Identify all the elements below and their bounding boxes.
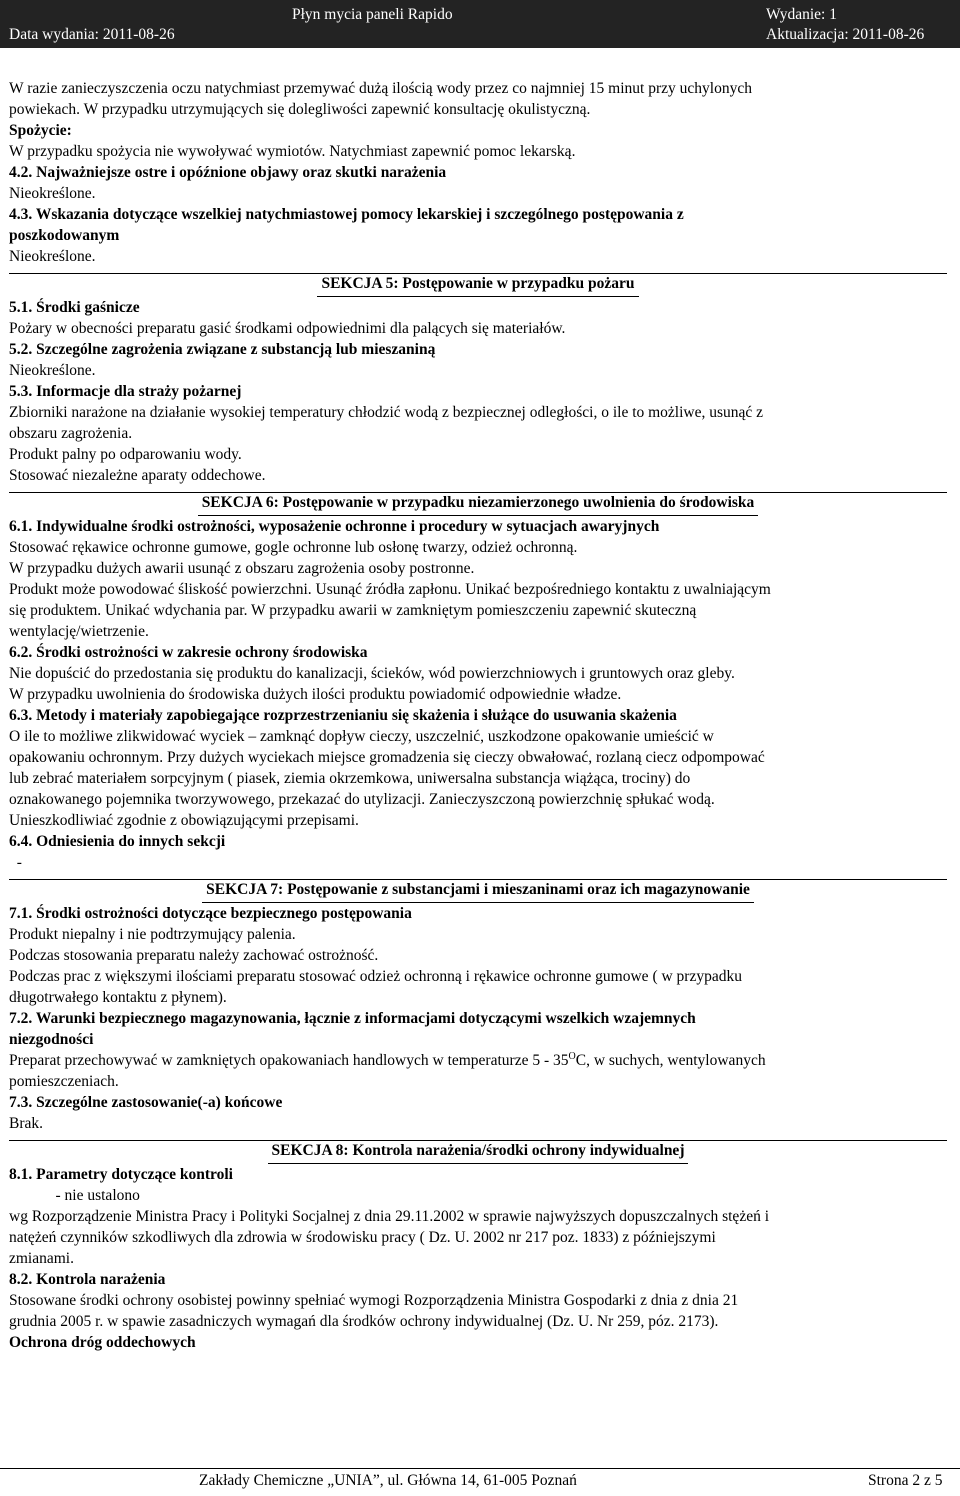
section-heading — [9, 273, 947, 297]
text-line — [9, 621, 947, 642]
document-header — [0, 0, 960, 48]
footer-page-number: Strona 2 z 5 — [868, 1472, 943, 1489]
subsection-heading — [9, 1269, 947, 1290]
line-text: Ochrona dróg oddechowych — [9, 1334, 196, 1351]
line-text: zmianami. — [9, 1250, 74, 1267]
text-line — [9, 987, 947, 1008]
subsection-heading — [9, 1008, 947, 1029]
text-line — [9, 768, 947, 789]
line-text: obszaru zagrożenia. — [9, 425, 133, 442]
text-line — [9, 966, 947, 987]
subsection-heading — [9, 297, 947, 318]
line-text: wg Rozporządzenie Ministra Pracy i Polityki Socjalnej z dnia 29.11.2002 w sprawie najwyższych dopuszczalnych stężeń i — [9, 1208, 770, 1225]
line-text: Stosowane środki ochrony osobistej powinny spełniać wymogi Rozporządzenia Ministra Gospodarki z dnia z dnia 21 — [9, 1292, 739, 1309]
line-text: Stosować niezależne aparaty oddechowe. — [9, 467, 266, 484]
subsection-heading — [9, 903, 947, 924]
line-text: wentylację/wietrzenie. — [9, 623, 149, 640]
text-line — [9, 558, 947, 579]
line-text: Brak. — [9, 1115, 44, 1132]
subsection-heading — [9, 516, 947, 537]
subsection-heading — [9, 381, 947, 402]
subsection-heading — [9, 642, 947, 663]
issue-date: Data wydania: 2011-08-26 — [9, 26, 175, 43]
line-text: 6.2. Środki ostrożności w zakresie ochrony środowiska — [9, 644, 368, 661]
line-text: - nie ustalono — [9, 1187, 140, 1204]
line-text: 6.4. Odniesienia do innych sekcji — [9, 833, 226, 850]
line-text: 6.1. Indywidualne środki ostrożności, wyposażenie ochronne i procedury w sytuacjach awaryjnych — [9, 518, 660, 535]
line-text: niezgodności — [9, 1031, 94, 1048]
line-text: Zbiorniki narażone na działanie wysokiej temperatury chłodzić wodą z bezpiecznej odległości, o ile to możliwe, usunąć z — [9, 404, 764, 421]
product-name: Płyn mycia paneli Rapido — [292, 6, 453, 23]
line-text: Spożycie: — [9, 122, 72, 139]
line-text: Podczas prac z większymi ilościami preparatu stosować odzież ochronną i rękawice ochronne gumowe ( w przypadku — [9, 968, 742, 985]
line-text: powiekach. W przypadku utrzymujących się dolegliwości zapewnić konsultację okulistyczną. — [9, 101, 591, 118]
section-heading-text: SEKCJA 6: Postępowanie w przypadku niezamierzonego uwolnienia do środowiska — [198, 492, 759, 516]
line-text: 8.2. Kontrola narażenia — [9, 1271, 166, 1288]
text-line — [9, 1248, 947, 1269]
subsection-heading — [9, 162, 947, 183]
line-text: 6.3. Metody i materiały zapobiegające rozprzestrzenianiu się skażenia i służące do usuwania skażenia — [9, 707, 677, 724]
line-text: Stosować rękawice ochronne gumowe, gogle ochronne lub osłonę twarzy, odzież ochronną. — [9, 539, 578, 556]
text-line — [9, 726, 947, 747]
text-line — [9, 600, 947, 621]
subsection-heading — [9, 204, 947, 225]
line-text: natężeń czynników szkodliwych dla zdrowia w środowisku pracy ( Dz. U. 2002 nr 217 poz. 1833) z późniejszymi — [9, 1229, 716, 1246]
line-text: Produkt palny po odparowaniu wody. — [9, 446, 242, 463]
line-text: Nieokreślone. — [9, 185, 96, 202]
line-text: 8.1. Parametry dotyczące kontroli — [9, 1166, 233, 1183]
text-line — [9, 1185, 947, 1206]
section-heading-text: SEKCJA 5: Postępowanie w przypadku pożaru — [317, 273, 638, 297]
line-text: 4.2. Najważniejsze ostre i opóźnione objawy oraz skutki narażenia — [9, 164, 447, 181]
line-text: poszkodowanym — [9, 227, 120, 244]
line-text: Nieokreślone. — [9, 362, 96, 379]
footer-company: Zakłady Chemiczne „UNIA”, ul. Główna 14, 61-005 Poznań — [199, 1472, 577, 1489]
line-text: Nie dopuścić do przedostania się produktu do kanalizacji, ścieków, wód powierzchniowych i gruntowych oraz gleby. — [9, 665, 735, 682]
line-text: W przypadku spożycia nie wywoływać wymiotów. Natychmiast zapewnić pomoc lekarską. — [9, 143, 576, 160]
line-text: 5.2. Szczególne zagrożenia związane z substancją lub mieszaniną — [9, 341, 436, 358]
line-text: W razie zanieczyszczenia oczu natychmiast przemywać dużą ilością wody przez co najmniej 15 minut przy uchylonych — [9, 80, 752, 97]
document-body — [9, 78, 947, 1353]
section-heading — [9, 492, 947, 516]
line-text: 7.1. Środki ostrożności dotyczące bezpiecznego postępowania — [9, 905, 412, 922]
text-line — [9, 537, 947, 558]
line-text: długotrwałego kontaktu z płynem). — [9, 989, 227, 1006]
line-text: 5.1. Środki gaśnicze — [9, 299, 140, 316]
line-text: W przypadku dużych awarii usunąć z obszaru zagrożenia osoby postronne. — [9, 560, 475, 577]
section-heading-text: SEKCJA 7: Postępowanie z substancjami i mieszaninami oraz ich magazynowanie — [202, 879, 754, 903]
line-text: Nieokreślone. — [9, 248, 96, 265]
text-line — [9, 1311, 947, 1332]
line-text: 7.3. Szczególne zastosowanie(-a) końcowe — [9, 1094, 283, 1111]
line-text: W przypadku uwolnienia do środowiska dużych ilości produktu powiadomić odpowiednie władze. — [9, 686, 622, 703]
subsection-heading — [9, 1332, 947, 1353]
text-line — [9, 1113, 947, 1134]
text-line — [9, 810, 947, 831]
line-text: pomieszczeniach. — [9, 1073, 119, 1090]
text-line — [9, 663, 947, 684]
text-line — [9, 579, 947, 600]
line-text: grudnia 2005 r. w spawie zasadniczych wymagań dla środków ochrony indywidualnej (Dz. U. Nr 259, póz. 2173). — [9, 1313, 719, 1330]
text-line — [9, 141, 947, 162]
text-line — [9, 423, 947, 444]
line-text-tail: C, w suchych, wentylowanych — [575, 1052, 766, 1069]
subsection-heading — [9, 120, 947, 141]
line-text: Podczas stosowania preparatu należy zachować ostrożność. — [9, 947, 379, 964]
text-line — [9, 402, 947, 423]
update-date: Aktualizacja: 2011-08-26 — [766, 26, 925, 43]
line-text: - — [9, 854, 22, 871]
text-line — [9, 747, 947, 768]
text-line — [9, 1290, 947, 1311]
subsection-heading — [9, 339, 947, 360]
text-line — [9, 684, 947, 705]
subsection-heading — [9, 1092, 947, 1113]
text-line — [9, 1071, 947, 1092]
line-text: Preparat przechowywać w zamkniętych opakowaniach handlowych w temperaturze 5 - 35 — [9, 1052, 569, 1069]
text-line — [9, 360, 947, 381]
document-footer — [0, 1468, 960, 1496]
text-line — [9, 444, 947, 465]
subsection-heading — [9, 1164, 947, 1185]
line-text: O ile to możliwe zlikwidować wyciek – zamknąć dopływ cieczy, uszczelnić, uszkodzone opakowanie umieścić w — [9, 728, 714, 745]
line-text: Unieszkodliwiać zgodnie z obowiązującymi przepisami. — [9, 812, 359, 829]
text-line — [9, 789, 947, 810]
line-text: 4.3. Wskazania dotyczące wszelkiej natychmiastowej pomocy lekarskiej i szczególnego postępowania z — [9, 206, 684, 223]
text-line — [9, 1227, 947, 1248]
superscript: O — [568, 1050, 576, 1062]
edition-number: Wydanie: 1 — [766, 6, 837, 23]
text-line — [9, 1206, 947, 1227]
section-heading — [9, 879, 947, 903]
text-line — [9, 945, 947, 966]
line-text: oznakowanego pojemnika tworzywowego, przekazać do utylizacji. Zanieczyszczoną powierzchnię spłukać wodą. — [9, 791, 715, 808]
subsection-heading — [9, 1029, 947, 1050]
text-line — [9, 99, 947, 120]
line-text: lub zebrać materiałem sorpcyjnym ( piasek, ziemia okrzemkowa, uniwersalna substancja wiążąca, trociny) do — [9, 770, 691, 787]
text-line — [9, 318, 947, 339]
section-heading — [9, 1140, 947, 1164]
line-text: 5.3. Informacje dla straży pożarnej — [9, 383, 242, 400]
section-heading-text: SEKCJA 8: Kontrola narażenia/środki ochrony indywidualnej — [268, 1140, 689, 1164]
subsection-heading — [9, 225, 947, 246]
line-text: opakowaniu ochronnym. Przy dużych wyciekach miejsce gromadzenia się cieczy obwałować, rozlaną ciecz odpompować — [9, 749, 765, 766]
subsection-heading — [9, 705, 947, 726]
text-line — [9, 1050, 947, 1071]
line-text: Produkt niepalny i nie podtrzymujący palenia. — [9, 926, 296, 943]
text-line — [9, 246, 947, 267]
text-line — [9, 924, 947, 945]
text-line — [9, 465, 947, 486]
subsection-heading — [9, 831, 947, 852]
line-text: 7.2. Warunki bezpiecznego magazynowania, łącznie z informacjami dotyczącymi wszelkich wzajemnych — [9, 1010, 696, 1027]
line-text: Produkt może powodować śliskość powierzchni. Usunąć źródła zapłonu. Unikać bezpośredniego kontaktu z uwalniającym — [9, 581, 771, 598]
text-line — [9, 78, 947, 99]
line-text: się produktem. Unikać wdychania par. W przypadku awarii w zamkniętym pomieszczeniu zapewnić skuteczną — [9, 602, 697, 619]
line-text: Pożary w obecności preparatu gasić środkami odpowiednimi dla palących się materiałów. — [9, 320, 566, 337]
text-line — [9, 852, 947, 873]
text-line — [9, 183, 947, 204]
